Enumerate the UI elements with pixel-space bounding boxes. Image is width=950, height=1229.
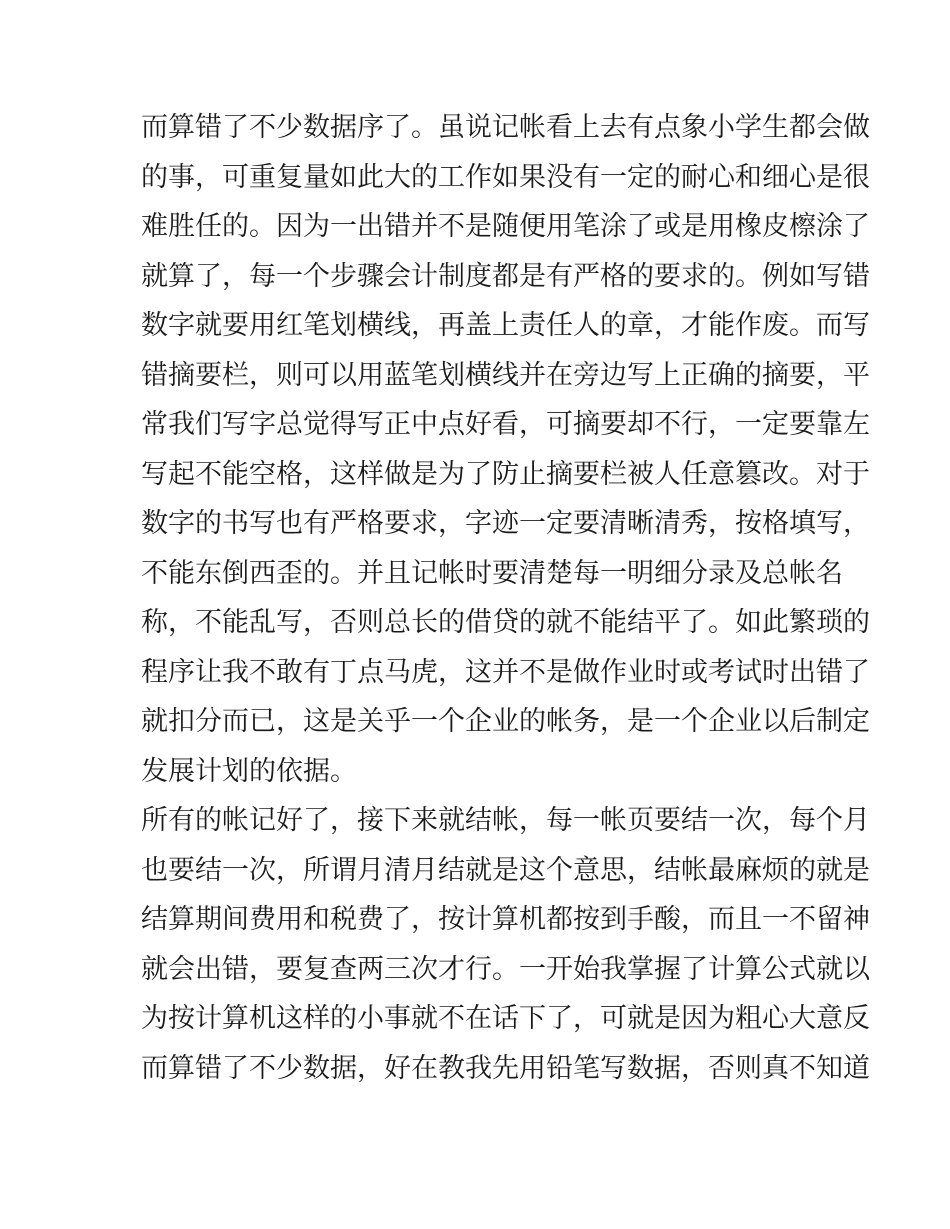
text-line: 称，不能乱写，否则总长的借贷的就不能结平了。如此繁琐的 xyxy=(141,607,870,638)
text-line: 的事，可重复量如此大的工作如果没有一定的耐心和细心是很 xyxy=(141,161,870,193)
text-line: 数字的书写也有严格要求，字迹一定要清晰清秀，按格填写， xyxy=(141,508,870,539)
text-line: 发展计划的依据。 xyxy=(141,755,357,787)
text-line: 所有的帐记好了，接下来就结帐，每一帐页要结一次，每个月 xyxy=(141,805,870,836)
text-line: 为按计算机这样的小事就不在话下了，可就是因为粗心大意反 xyxy=(141,1003,870,1034)
text-line: 结算期间费用和税费了，按计算机都按到手酸，而且一不留神 xyxy=(141,904,870,935)
text-line: 也要结一次，所谓月清月结就是这个意思，结帐最麻烦的就是 xyxy=(141,854,870,886)
text-line: 而算错了不少数据序了。虽说记帐看上去有点象小学生都会做 xyxy=(141,112,870,143)
text-line: 就算了，每一个步骤会计制度都是有严格的要求的。例如写错 xyxy=(141,260,870,292)
text-line: 写起不能空格，这样做是为了防止摘要栏被人任意篡改。对于 xyxy=(141,458,870,490)
text-line: 就扣分而已，这是关乎一个企业的帐务，是一个企业以后制定 xyxy=(141,706,870,737)
text-line: 难胜任的。因为一出错并不是随便用笔涂了或是用橡皮檫涂了 xyxy=(141,211,870,242)
body-text xyxy=(141,103,870,1093)
text-line: 不能东倒西歪的。并且记帐时要清楚每一明细分录及总帐名 xyxy=(141,557,843,589)
text-line: 就会出错，要复查两三次才行。一开始我掌握了计算公式就以 xyxy=(141,953,870,985)
text-line: 数字就要用红笔划横线，再盖上责任人的章，才能作废。而写 xyxy=(141,310,870,341)
text-line: 程序让我不敢有丁点马虎，这并不是做作业时或考试时出错了 xyxy=(141,656,870,688)
text-line: 错摘要栏，则可以用蓝笔划横线并在旁边写上正确的摘要，平 xyxy=(141,359,870,391)
text-line: 常我们写字总觉得写正中点好看，可摘要却不行，一定要靠左 xyxy=(141,409,870,440)
text-line: 而算错了不少数据，好在教我先用铅笔写数据，否则真不知道 xyxy=(141,1052,870,1084)
